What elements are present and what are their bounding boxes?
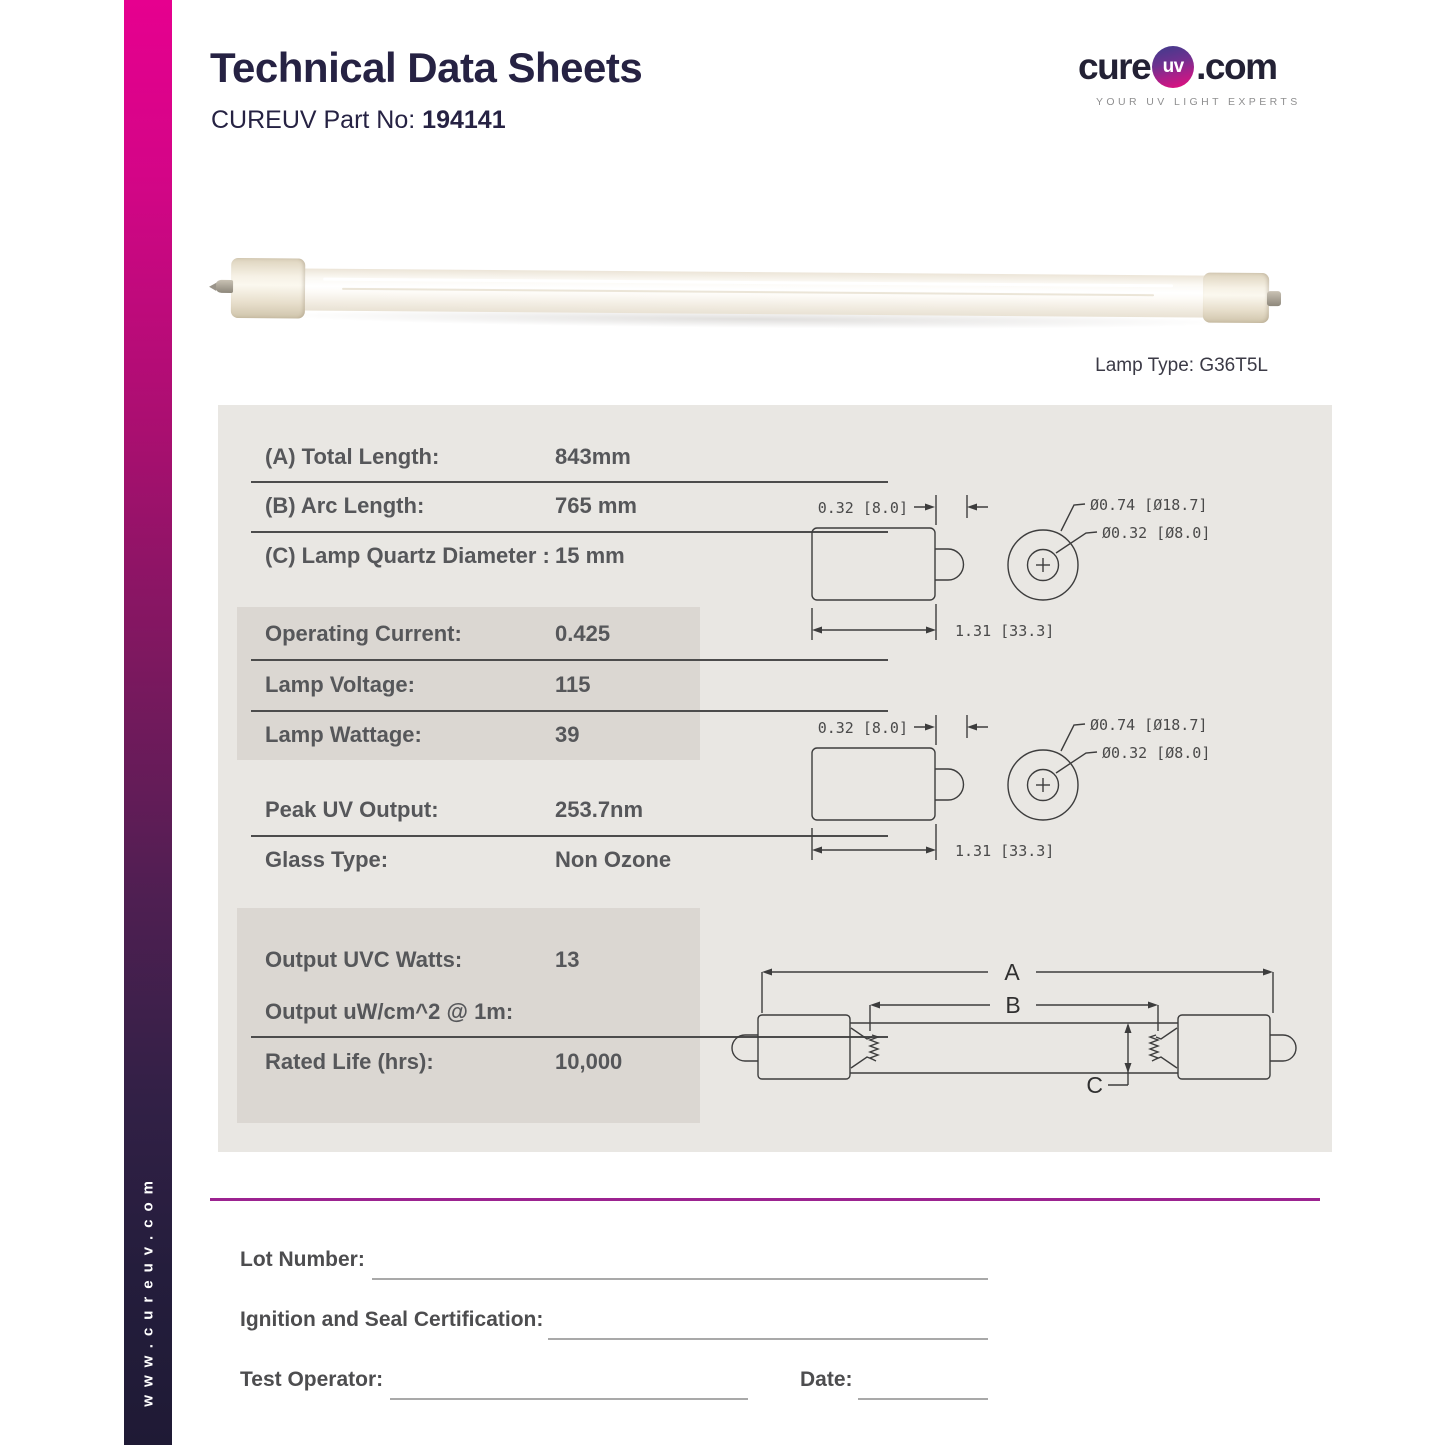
logo-text-uv: uv (1162, 56, 1184, 77)
spec-value: 39 (555, 722, 580, 747)
dim-pin-length: 0.32 [8.0] (817, 719, 908, 737)
ignition-seal-certification-label: Ignition and Seal Certification: (240, 1308, 544, 1331)
spec-label: Peak UV Output: (265, 797, 439, 822)
spec-label: Output UVC Watts: (265, 947, 463, 972)
dim-inner-diameter: Ø0.32 [Ø8.0] (1102, 744, 1211, 762)
dim-label-c: C (1086, 1072, 1103, 1098)
ignition-seal-certification-field[interactable] (548, 1338, 988, 1340)
lamp-pin-left (215, 280, 233, 293)
sidebar-website-url: www.cureuv.com (139, 1173, 157, 1407)
lamp-quartz-tube (265, 268, 1231, 318)
spec-label: (A) Total Length: (265, 444, 440, 469)
cureuv-logo (1078, 46, 1301, 108)
logo-text-com: .com (1196, 46, 1277, 87)
dim-outer-diameter: Ø0.74 [Ø18.7] (1090, 716, 1208, 734)
dim-inner-diameter: Ø0.32 [Ø8.0] (1102, 524, 1211, 542)
date-label: Date: (800, 1368, 853, 1391)
date-field[interactable] (858, 1398, 988, 1400)
dim-pin-length: 0.32 [8.0] (817, 499, 908, 517)
uv-badge-icon (1152, 46, 1194, 88)
spec-value: 765 mm (555, 493, 637, 518)
spec-value: 13 (555, 947, 580, 972)
spec-label: (B) Arc Length: (265, 493, 425, 518)
dim-label-b: B (1005, 992, 1021, 1018)
cureuv-wordmark (1078, 46, 1288, 88)
part-number-value: 194141 (422, 106, 506, 134)
spec-label: Glass Type: (265, 847, 389, 872)
spec-label: Output uW/cm^2 @ 1m: (265, 999, 514, 1024)
part-number-line (211, 106, 506, 135)
lot-number-field[interactable] (372, 1278, 988, 1280)
magenta-divider-line (210, 1198, 1320, 1201)
lamp-dimension-diagram (720, 927, 1320, 1122)
spec-label: Lamp Voltage: (265, 672, 415, 697)
test-operator-label: Test Operator: (240, 1368, 384, 1391)
dim-label-a: A (1004, 959, 1020, 985)
page-title: Technical Data Sheets (210, 44, 643, 91)
dim-cap-length: 1.31 [33.3] (955, 622, 1055, 640)
spec-value: 0.425 (555, 621, 611, 646)
logo-text-cure: cure (1078, 46, 1151, 87)
spec-value: 253.7nm (555, 797, 644, 822)
spec-label: Rated Life (hrs): (265, 1049, 434, 1074)
endcap-drawing-bottom (790, 688, 1260, 888)
endcap-drawing-top (790, 468, 1260, 668)
spec-label: Operating Current: (265, 621, 462, 646)
part-number-label: CUREUV Part No: (211, 106, 423, 134)
spec-label: (C) Lamp Quartz Diameter : (265, 543, 550, 568)
lamp-endcap-right (1203, 273, 1269, 324)
uv-lamp-photo (213, 254, 1282, 340)
spec-value: 115 (555, 672, 591, 697)
spec-value: 15 mm (555, 543, 625, 568)
spec-value: 843mm (555, 444, 631, 469)
lamp-pin-right (1267, 291, 1281, 306)
spec-value: Non Ozone (555, 847, 672, 872)
lot-number-label: Lot Number: (240, 1248, 365, 1271)
lamp-type-label: Lamp Type: G36T5L (1095, 355, 1268, 376)
logo-tagline: YOUR UV LIGHT EXPERTS (1096, 96, 1301, 108)
spec-value: 10,000 (555, 1049, 623, 1074)
test-operator-field[interactable] (390, 1398, 748, 1400)
lamp-endcap-left (231, 258, 305, 319)
sidebar-gradient-bar (124, 0, 172, 1445)
spec-panel (218, 405, 1332, 1152)
dim-cap-length: 1.31 [33.3] (955, 842, 1055, 860)
spec-label: Lamp Wattage: (265, 722, 422, 747)
dim-outer-diameter: Ø0.74 [Ø18.7] (1090, 496, 1208, 514)
